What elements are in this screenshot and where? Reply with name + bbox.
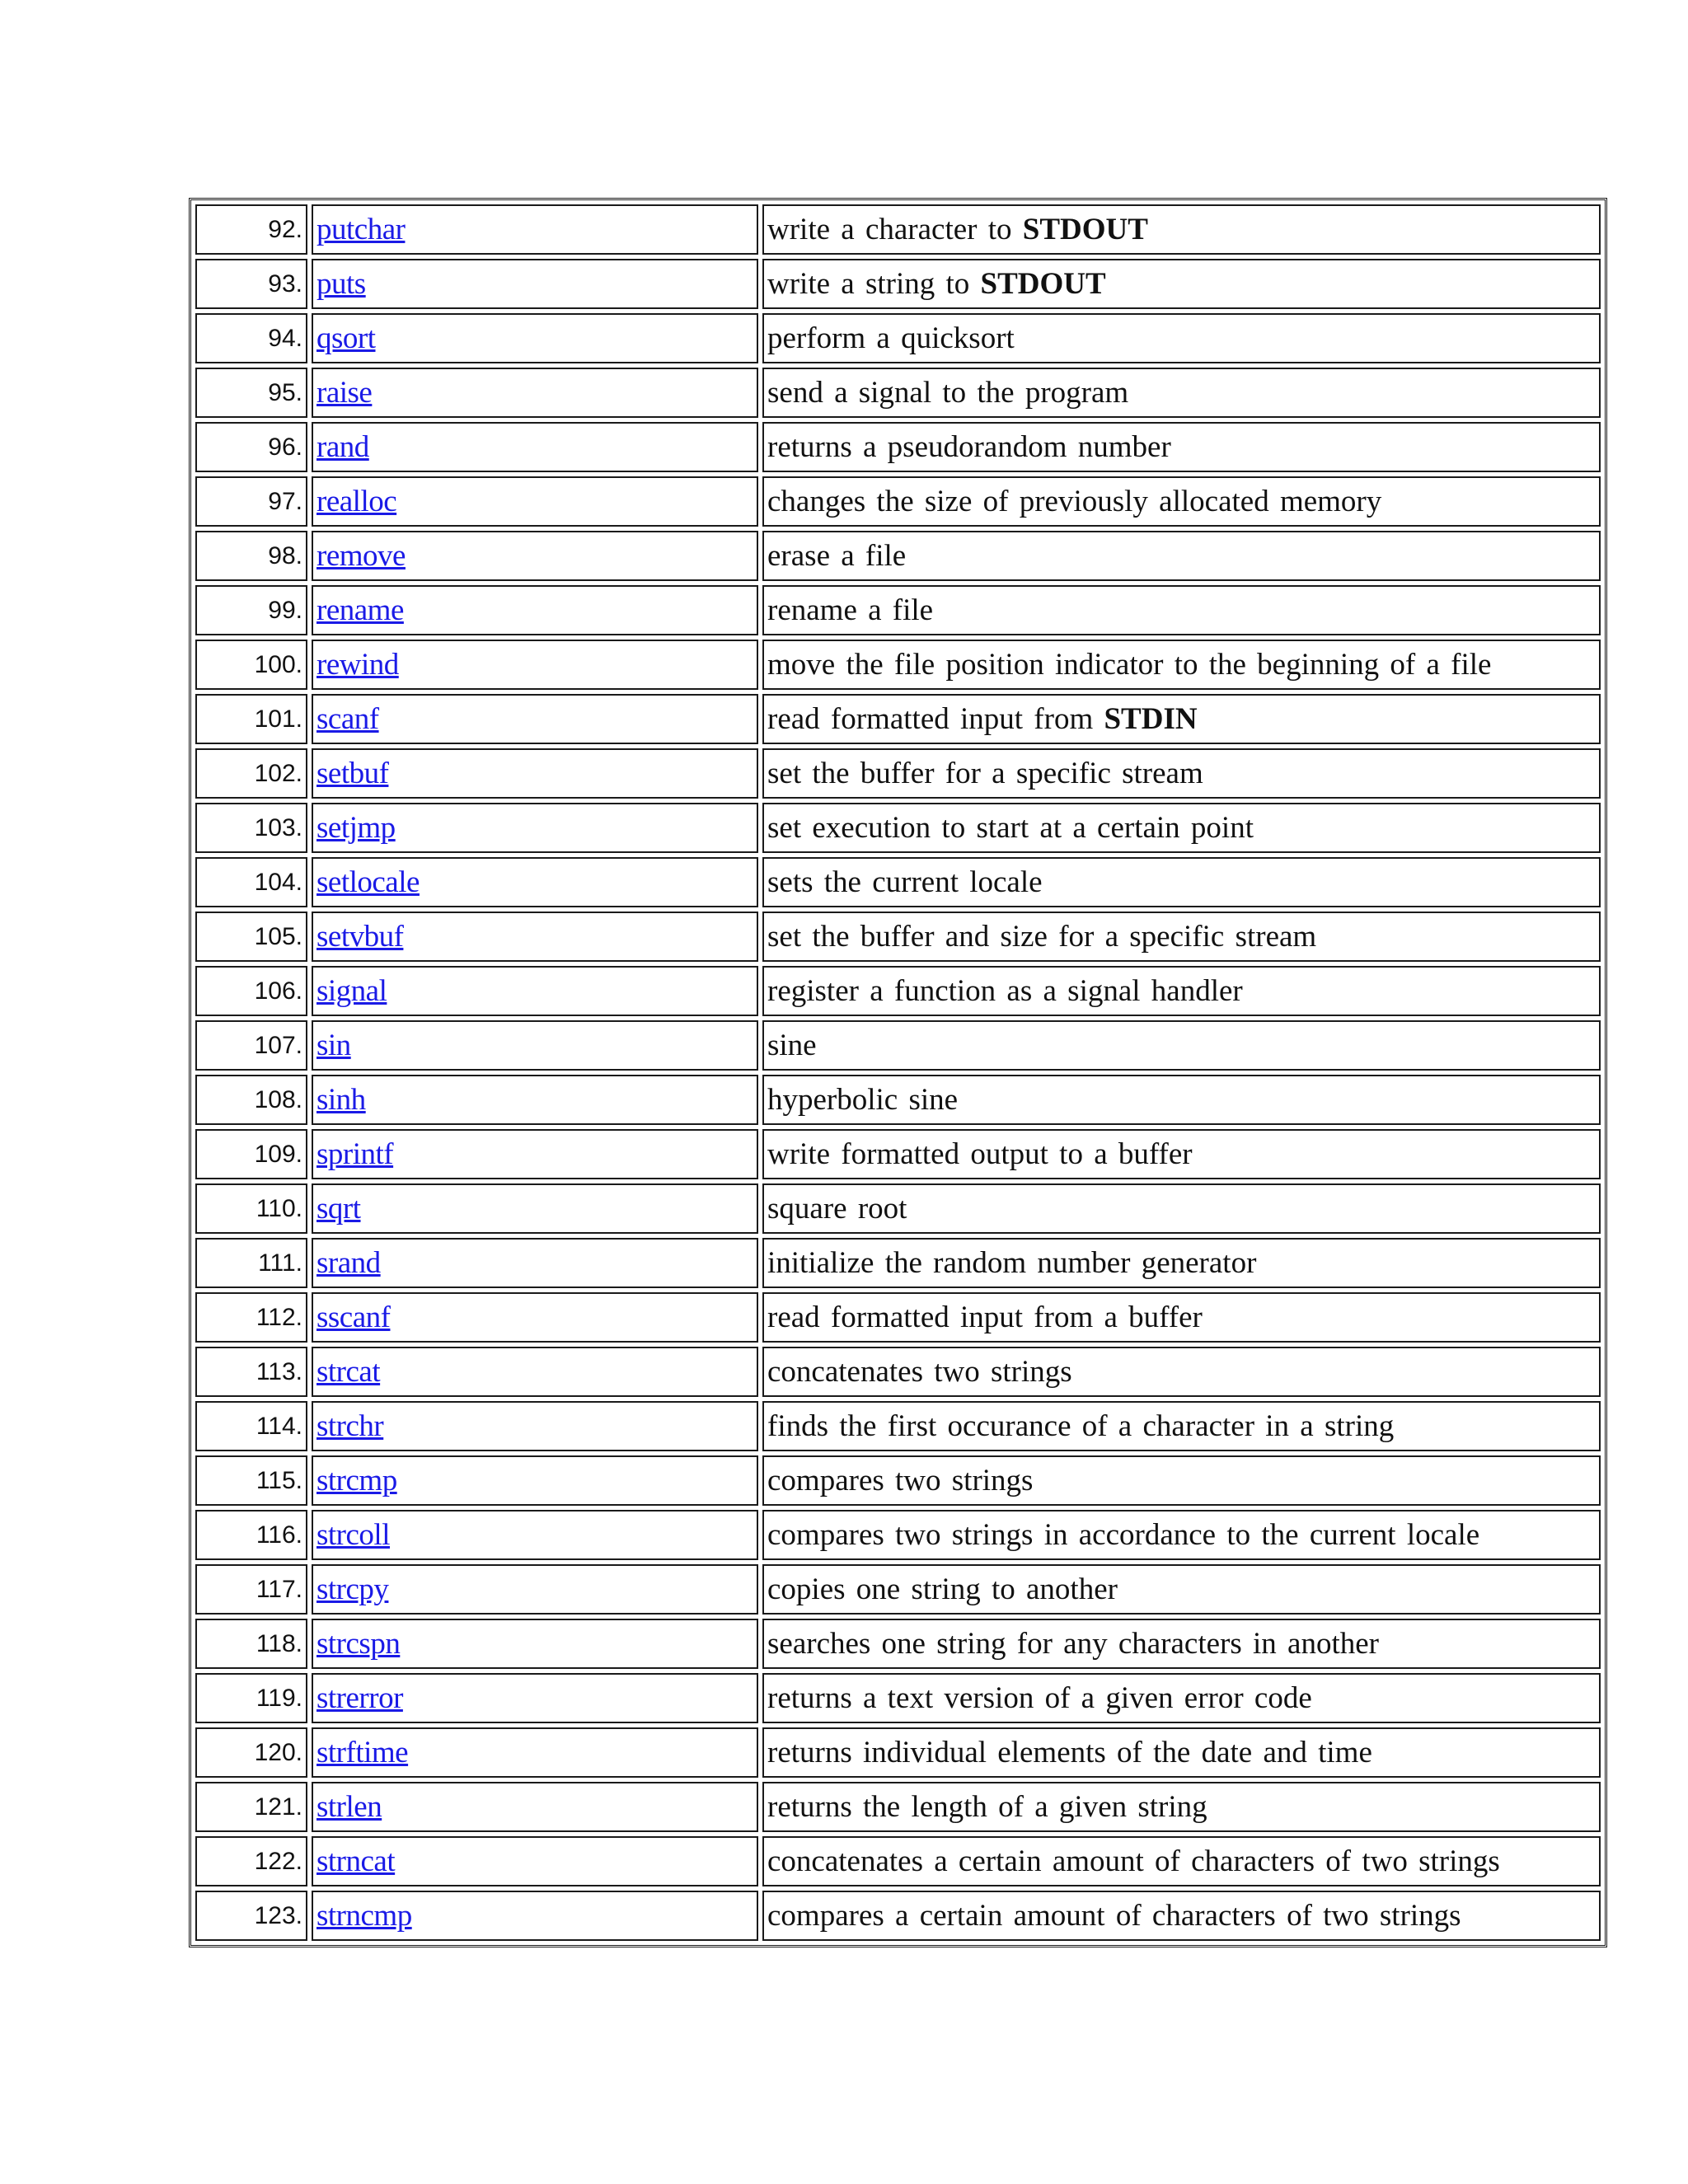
function-name-cell: [312, 1238, 758, 1288]
row-number: 104.: [195, 857, 307, 907]
function-description: compares two strings in accordance to the current locale: [767, 1518, 1480, 1552]
function-description: hyperbolic sine: [767, 1083, 959, 1117]
function-link[interactable]: setjmp: [316, 811, 396, 845]
function-name-cell: [312, 1401, 758, 1451]
function-name-cell: [312, 1075, 758, 1125]
function-description: write formatted output to a buffer: [767, 1137, 1193, 1171]
table-row: [195, 1782, 1601, 1832]
function-table: [189, 198, 1607, 1947]
row-number: 106.: [195, 966, 307, 1016]
function-description: register a function as a signal handler: [767, 974, 1243, 1008]
function-name-cell: [312, 531, 758, 581]
function-description-cell: [762, 1129, 1601, 1179]
function-description: finds the first occurance of a character in a string: [767, 1409, 1395, 1443]
table-row: [195, 694, 1601, 744]
function-description: erase a file: [767, 539, 907, 573]
row-number: 97.: [195, 476, 307, 527]
function-description: returns the length of a given string: [767, 1790, 1207, 1824]
row-number: 119.: [195, 1673, 307, 1723]
table-row: [195, 1075, 1601, 1125]
function-description: set execution to start at a certain point: [767, 811, 1254, 845]
function-description-cell: [762, 640, 1601, 690]
table-row: [195, 204, 1601, 255]
function-description: compares a certain amount of characters of two strings: [767, 1899, 1461, 1933]
row-number: 110.: [195, 1183, 307, 1234]
function-link[interactable]: setlocale: [316, 865, 420, 899]
row-number: 122.: [195, 1836, 307, 1886]
function-link[interactable]: raise: [316, 376, 373, 410]
function-description-cell: [762, 1836, 1601, 1886]
table-row: [195, 966, 1601, 1016]
function-description: sets the current locale: [767, 865, 1043, 899]
function-name-cell: [312, 1836, 758, 1886]
row-number: 100.: [195, 640, 307, 690]
function-description-cell: [762, 1891, 1601, 1941]
function-description-cell: [762, 531, 1601, 581]
function-name-cell: [312, 1564, 758, 1615]
table-row: [195, 1347, 1601, 1397]
table-row: [195, 585, 1601, 635]
function-description-cell: [762, 313, 1601, 363]
row-number: 118.: [195, 1619, 307, 1669]
function-name-cell: [312, 857, 758, 907]
function-name-cell: [312, 748, 758, 799]
function-table-body: [195, 204, 1601, 1941]
row-number: 114.: [195, 1401, 307, 1451]
function-name-cell: [312, 1292, 758, 1343]
function-description: concatenates two strings: [767, 1355, 1072, 1389]
function-description-cell: [762, 1564, 1601, 1615]
function-link[interactable]: strncmp: [316, 1899, 412, 1933]
table-row: [195, 1891, 1601, 1941]
row-number: 105.: [195, 912, 307, 962]
row-number: 117.: [195, 1564, 307, 1615]
function-name-cell: [312, 368, 758, 418]
function-name-cell: [312, 476, 758, 527]
function-link[interactable]: rand: [316, 430, 369, 464]
function-description-cell: [762, 1183, 1601, 1234]
row-number: 99.: [195, 585, 307, 635]
row-number: 93.: [195, 259, 307, 309]
function-description: compares two strings: [767, 1464, 1034, 1497]
function-description-cell: [762, 857, 1601, 907]
table-row: [195, 476, 1601, 527]
function-name-cell: [312, 1347, 758, 1397]
row-number: 115.: [195, 1455, 307, 1506]
function-link[interactable]: sscanf: [316, 1301, 391, 1334]
function-name-cell: [312, 1129, 758, 1179]
function-link[interactable]: putchar: [316, 213, 406, 246]
function-link[interactable]: qsort: [316, 321, 376, 355]
table-row: [195, 1129, 1601, 1179]
function-name-cell: [312, 1727, 758, 1778]
row-number: 102.: [195, 748, 307, 799]
row-number: 92.: [195, 204, 307, 255]
row-number: 98.: [195, 531, 307, 581]
function-description-cell: [762, 422, 1601, 472]
function-description: perform a quicksort: [767, 321, 1015, 355]
row-number: 113.: [195, 1347, 307, 1397]
function-link[interactable]: strchr: [316, 1409, 384, 1443]
function-description-cell: [762, 1020, 1601, 1071]
table-row: [195, 1727, 1601, 1778]
row-number: 108.: [195, 1075, 307, 1125]
table-row: [195, 640, 1601, 690]
table-row: [195, 857, 1601, 907]
function-description-cell: [762, 368, 1601, 418]
row-number: 120.: [195, 1727, 307, 1778]
function-description: set the buffer for a specific stream: [767, 757, 1203, 790]
row-number: 109.: [195, 1129, 307, 1179]
function-description: write a string to: [767, 267, 981, 301]
table-row: [195, 422, 1601, 472]
table-row: [195, 1564, 1601, 1615]
table-row: [195, 1183, 1601, 1234]
function-description: returns individual elements of the date and time: [767, 1736, 1372, 1769]
function-link[interactable]: strftime: [316, 1736, 409, 1769]
function-name-cell: [312, 585, 758, 635]
function-link[interactable]: setbuf: [316, 757, 389, 790]
table-row: [195, 1510, 1601, 1560]
function-link[interactable]: strcspn: [316, 1627, 401, 1661]
function-description-cell: [762, 1347, 1601, 1397]
function-name-cell: [312, 1510, 758, 1560]
function-description-cell: [762, 694, 1601, 744]
function-name-cell: [312, 1673, 758, 1723]
function-description: changes the size of previously allocated memory: [767, 485, 1382, 518]
function-description: sine: [767, 1029, 817, 1062]
function-link[interactable]: sprintf: [316, 1137, 394, 1171]
row-number: 101.: [195, 694, 307, 744]
function-description: move the file position indicator to the beginning of a file: [767, 648, 1492, 682]
function-description-cell: [762, 912, 1601, 962]
row-number: 94.: [195, 313, 307, 363]
function-name-cell: [312, 640, 758, 690]
function-description-cell: [762, 748, 1601, 799]
function-description-cell: [762, 803, 1601, 853]
function-description-cell: [762, 1292, 1601, 1343]
function-link[interactable]: strlen: [316, 1790, 382, 1824]
description-emphasis: STDIN: [1104, 702, 1198, 736]
table-row: [195, 912, 1601, 962]
row-number: 95.: [195, 368, 307, 418]
function-description: initialize the random number generator: [767, 1246, 1257, 1280]
function-description: returns a pseudorandom number: [767, 430, 1171, 464]
function-link[interactable]: setvbuf: [316, 920, 404, 954]
function-description-cell: [762, 1238, 1601, 1288]
function-link[interactable]: rename: [316, 593, 404, 627]
function-description-cell: [762, 1727, 1601, 1778]
row-number: 107.: [195, 1020, 307, 1071]
table-row: [195, 531, 1601, 581]
function-description-cell: [762, 1455, 1601, 1506]
function-description-cell: [762, 204, 1601, 255]
function-name-cell: [312, 912, 758, 962]
function-description: set the buffer and size for a specific stream: [767, 920, 1317, 954]
function-link[interactable]: strcmp: [316, 1464, 397, 1497]
description-emphasis: STDOUT: [1022, 213, 1148, 246]
function-description-cell: [762, 1782, 1601, 1832]
function-name-cell: [312, 1782, 758, 1832]
function-description-cell: [762, 259, 1601, 309]
table-row: [195, 803, 1601, 853]
function-name-cell: [312, 694, 758, 744]
function-name-cell: [312, 966, 758, 1016]
function-name-cell: [312, 259, 758, 309]
function-description: read formatted input from a buffer: [767, 1301, 1203, 1334]
function-name-cell: [312, 1183, 758, 1234]
function-name-cell: [312, 313, 758, 363]
function-description-cell: [762, 1075, 1601, 1125]
row-number: 116.: [195, 1510, 307, 1560]
function-link[interactable]: strcoll: [316, 1518, 390, 1552]
function-link[interactable]: strcpy: [316, 1572, 389, 1606]
function-description: read formatted input from: [767, 702, 1104, 736]
function-link[interactable]: signal: [316, 974, 387, 1008]
function-name-cell: [312, 1455, 758, 1506]
function-link[interactable]: strcat: [316, 1355, 381, 1389]
function-link[interactable]: sinh: [316, 1083, 366, 1117]
table-row: [195, 313, 1601, 363]
function-description: copies one string to another: [767, 1572, 1118, 1606]
function-name-cell: [312, 422, 758, 472]
function-description: write a character to: [767, 213, 1023, 246]
function-description-cell: [762, 1510, 1601, 1560]
table-row: [195, 748, 1601, 799]
function-description-cell: [762, 1673, 1601, 1723]
table-row: [195, 1455, 1601, 1506]
table-row: [195, 368, 1601, 418]
function-link[interactable]: strerror: [316, 1681, 403, 1715]
function-description-cell: [762, 476, 1601, 527]
function-link[interactable]: scanf: [316, 702, 379, 736]
function-link[interactable]: realloc: [316, 485, 397, 518]
table-row: [195, 1836, 1601, 1886]
row-number: 103.: [195, 803, 307, 853]
function-name-cell: [312, 803, 758, 853]
function-link[interactable]: puts: [316, 267, 366, 301]
function-description: send a signal to the program: [767, 376, 1129, 410]
function-name-cell: [312, 204, 758, 255]
table-row: [195, 1292, 1601, 1343]
table-row: [195, 1238, 1601, 1288]
function-description: square root: [767, 1192, 907, 1226]
row-number: 121.: [195, 1782, 307, 1832]
table-row: [195, 259, 1601, 309]
function-description-cell: [762, 1619, 1601, 1669]
function-name-cell: [312, 1619, 758, 1669]
function-link[interactable]: strncat: [316, 1844, 396, 1878]
function-link[interactable]: sin: [316, 1029, 351, 1062]
row-number: 123.: [195, 1891, 307, 1941]
function-description-cell: [762, 966, 1601, 1016]
function-link[interactable]: remove: [316, 539, 406, 573]
function-name-cell: [312, 1020, 758, 1071]
table-row: [195, 1673, 1601, 1723]
description-emphasis: STDOUT: [980, 267, 1106, 301]
row-number: 112.: [195, 1292, 307, 1343]
function-name-cell: [312, 1891, 758, 1941]
table-row: [195, 1619, 1601, 1669]
table-row: [195, 1401, 1601, 1451]
table-row: [195, 1020, 1601, 1071]
row-number: 111.: [195, 1238, 307, 1288]
function-description: concatenates a certain amount of characters of two strings: [767, 1844, 1500, 1878]
row-number: 96.: [195, 422, 307, 472]
function-description: rename a file: [767, 593, 934, 627]
function-description: returns a text version of a given error code: [767, 1681, 1312, 1715]
function-description-cell: [762, 1401, 1601, 1451]
function-link[interactable]: sqrt: [316, 1192, 361, 1226]
function-description-cell: [762, 585, 1601, 635]
function-link[interactable]: srand: [316, 1246, 381, 1280]
function-link[interactable]: rewind: [316, 648, 399, 682]
function-description: searches one string for any characters in another: [767, 1627, 1379, 1661]
